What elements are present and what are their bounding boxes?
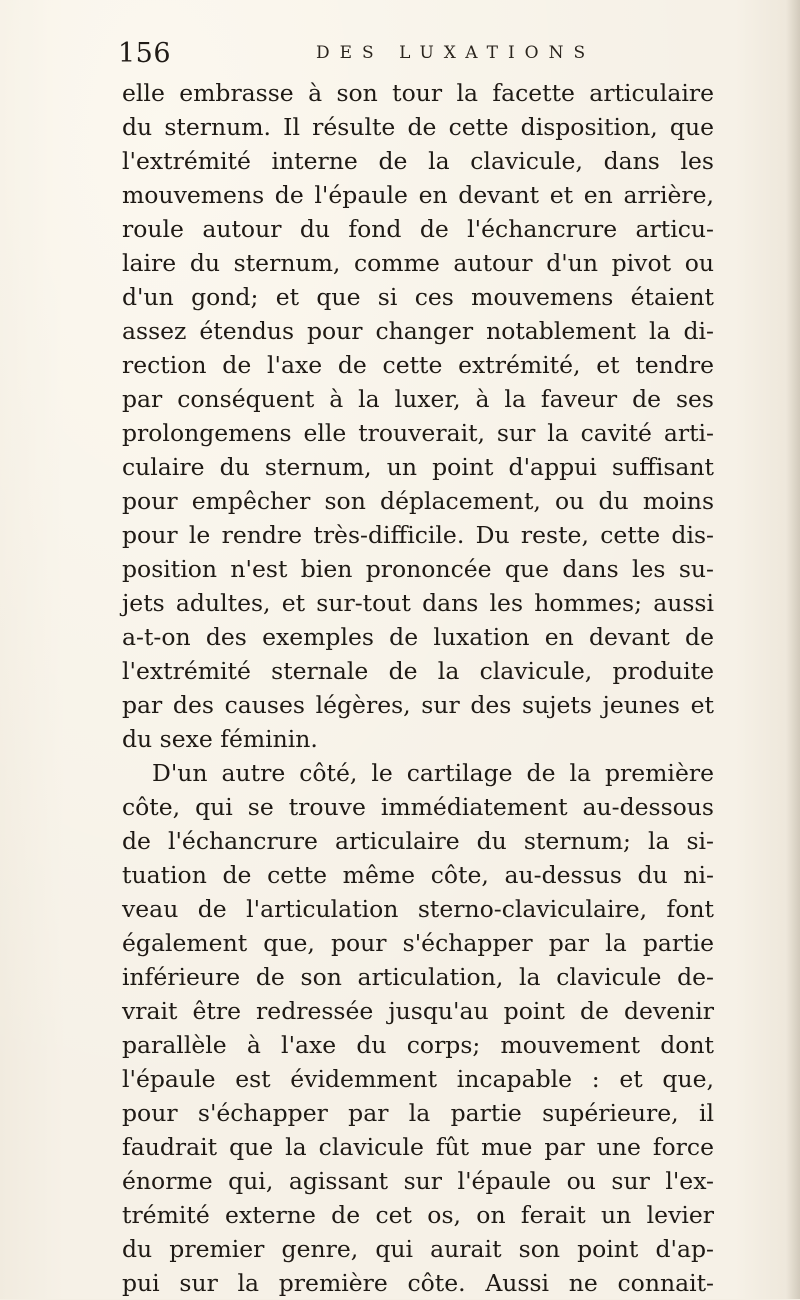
text-line: jets adultes, et sur-tout dans les hommes; aussi (122, 589, 714, 617)
body-text (122, 76, 714, 1300)
text-line: D'un autre côté, le cartilage de la première (152, 759, 714, 787)
paragraph-2 (122, 756, 714, 1300)
running-title: DES LUXATIONS (316, 43, 596, 63)
text-line: elle embrasse à son tour la facette articulaire (122, 79, 714, 107)
text-line: position n'est bien prononcée que dans les su- (122, 555, 714, 583)
page-edge-shadow (786, 0, 800, 1299)
running-head (118, 38, 718, 78)
text-line: tuation de cette même côte, au-dessus du ni- (122, 861, 714, 889)
text-line: prolongemens elle trouverait, sur la cavité arti- (122, 419, 714, 447)
text-line: rection de l'axe de cette extrémité, et tendre (122, 351, 714, 379)
text-line: du premier genre, qui aurait son point d'ap- (122, 1235, 714, 1263)
text-line: vrait être redressée jusqu'au point de devenir (122, 997, 714, 1025)
text-line: veau de l'articulation sterno-claviculaire, font (122, 895, 714, 923)
text-line: d'un gond; et que si ces mouvemens étaient (122, 283, 714, 311)
text-line: a-t-on des exemples de luxation en devant de (122, 623, 714, 651)
text-line: pui sur la première côte. Aussi ne connait- (122, 1269, 714, 1297)
text-line: laire du sternum, comme autour d'un pivot ou (122, 249, 714, 277)
text-line: trémité externe de cet os, on ferait un levier (122, 1201, 714, 1229)
text-line: énorme qui, agissant sur l'épaule ou sur l'ex- (122, 1167, 714, 1195)
text-line: pour le rendre très-difficile. Du reste, cette dis- (122, 521, 714, 549)
text-line: l'extrémité interne de la clavicule, dans les (122, 147, 714, 175)
text-line: mouvemens de l'épaule en devant et en arrière, (122, 181, 714, 209)
page-number: 156 (118, 38, 172, 69)
text-line: l'extrémité sternale de la clavicule, produite (122, 657, 714, 685)
text-line: culaire du sternum, un point d'appui suffisant (122, 453, 714, 481)
text-line: par conséquent à la luxer, à la faveur de ses (122, 385, 714, 413)
text-line: parallèle à l'axe du corps; mouvement dont (122, 1031, 714, 1059)
text-line: du sexe féminin. (122, 725, 318, 753)
text-line: assez étendus pour changer notablement la di- (122, 317, 714, 345)
text-line: faudrait que la clavicule fût mue par une force (122, 1133, 714, 1161)
text-line: de l'échancrure articulaire du sternum; la si- (122, 827, 714, 855)
text-line: pour s'échapper par la partie supérieure, il (122, 1099, 714, 1127)
text-line: roule autour du fond de l'échancrure articu- (122, 215, 714, 243)
text-line: pour empêcher son déplacement, ou du moins (122, 487, 714, 515)
text-line: du sternum. Il résulte de cette disposition, que (122, 113, 714, 141)
text-line: inférieure de son articulation, la clavicule de- (122, 963, 714, 991)
text-line: par des causes légères, sur des sujets jeunes et (122, 691, 714, 719)
paragraph-1 (122, 76, 714, 756)
text-line: l'épaule est évidemment incapable : et que, (122, 1065, 714, 1093)
text-line: également que, pour s'échapper par la partie (122, 929, 714, 957)
text-line: côte, qui se trouve immédiatement au-dessous (122, 793, 714, 821)
